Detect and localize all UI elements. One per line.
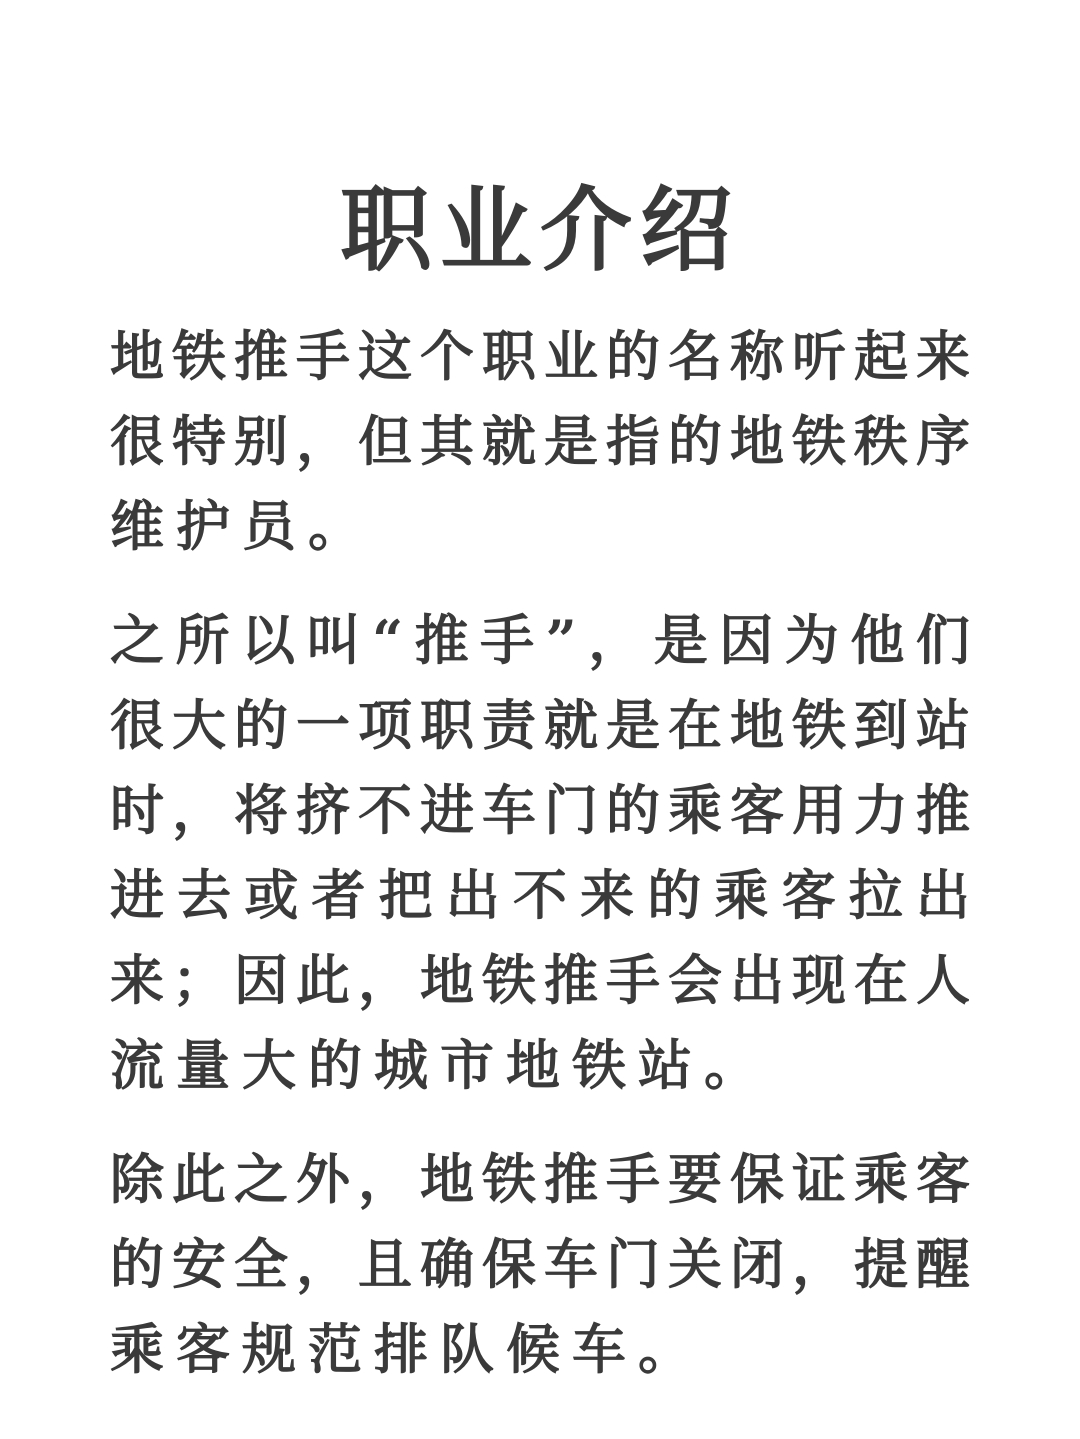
paragraph-3 (110, 1145, 970, 1383)
text-char: 手 (606, 1147, 660, 1211)
text-char: 他 (850, 608, 905, 672)
text-line (110, 322, 970, 390)
text-char: 铁 (172, 324, 226, 388)
text-char: 地 (420, 1147, 474, 1211)
text-char: 到 (854, 693, 908, 757)
text-char: 保 (730, 1147, 784, 1211)
text-char: 保 (482, 1232, 536, 1296)
text-char: 出 (915, 863, 970, 927)
text-char: 醒 (916, 1232, 970, 1296)
text-char: 的 (606, 778, 660, 842)
text-char: 拉 (848, 863, 903, 927)
text-char: 乘 (668, 778, 722, 842)
text-line (110, 946, 970, 1014)
paragraph-1 (110, 322, 970, 560)
text-char: 手 (296, 324, 350, 388)
text-char: 因 (234, 948, 288, 1012)
text-char: 在 (668, 693, 722, 757)
text-char: ， (358, 948, 412, 1012)
text-char: 就 (482, 409, 536, 473)
text-char: 出 (730, 948, 784, 1012)
text-char: 很 (110, 409, 164, 473)
text-char: 推 (414, 608, 469, 672)
text-char: 者 (311, 863, 366, 927)
text-char: 在 (854, 948, 908, 1012)
text-char: 提 (854, 1232, 908, 1296)
text-char: 指 (606, 409, 660, 473)
text-char: 人 (916, 948, 970, 1012)
text-char: 是 (544, 409, 598, 473)
text-char: 特 (172, 409, 226, 473)
text-char: 证 (792, 1147, 846, 1211)
text-char: 车 (482, 778, 536, 842)
text-char: 以 (241, 608, 296, 672)
paragraph-2 (110, 606, 970, 1099)
text-char: 叫 (306, 608, 361, 672)
text-char: 铁 (482, 948, 536, 1012)
text-char: 去 (177, 863, 232, 927)
text-char: 的 (668, 409, 722, 473)
text-char: 们 (915, 608, 970, 672)
text-char: 的 (110, 1232, 164, 1296)
text-char: 序 (916, 409, 970, 473)
text-char: 来 (916, 324, 970, 388)
text-char: ” (545, 608, 577, 672)
text-char: 且 (358, 1232, 412, 1296)
text-char: ， (296, 1232, 350, 1296)
text-char: 除 (110, 1147, 164, 1211)
text-line (110, 691, 970, 759)
text-char: ， (792, 1232, 846, 1296)
text-line (110, 1230, 970, 1298)
text-char: 要 (668, 1147, 722, 1211)
text-char: 现 (792, 948, 846, 1012)
text-char: 挤 (296, 778, 350, 842)
text-char: ， (296, 409, 350, 473)
text-char: 职 (420, 693, 474, 757)
text-char: 铁 (482, 1147, 536, 1211)
text-char: 推 (544, 948, 598, 1012)
text-char: 之 (234, 1147, 288, 1211)
text-char: 是 (653, 608, 708, 672)
text-line: 乘客规范排队候车。 (110, 1317, 704, 1381)
text-char: 称 (730, 324, 784, 388)
text-char: 来 (580, 863, 635, 927)
text-char: 个 (420, 324, 474, 388)
text-char: 秩 (854, 409, 908, 473)
text-char: 起 (854, 324, 908, 388)
text-char: 之 (110, 608, 164, 672)
text-line (110, 1145, 970, 1213)
text-char: 手 (480, 608, 535, 672)
page-title: 职业介绍 (339, 175, 740, 284)
text-char: 地 (730, 693, 784, 757)
text-char: 全 (234, 1232, 288, 1296)
text-char: 所 (175, 608, 230, 672)
text-line (110, 407, 970, 475)
text-char: 用 (792, 778, 846, 842)
text-char: 手 (606, 948, 660, 1012)
text-char: 项 (358, 693, 412, 757)
text-char: 一 (296, 693, 350, 757)
text-char: 出 (445, 863, 500, 927)
text-char: 的 (234, 693, 288, 757)
text-char: 这 (358, 324, 412, 388)
text-char: 关 (668, 1232, 722, 1296)
text-char: 但 (358, 409, 412, 473)
text-char: 客 (730, 778, 784, 842)
text-char: 力 (854, 778, 908, 842)
text-char: 推 (544, 1147, 598, 1211)
text-char: 来 (110, 948, 164, 1012)
text-char: 铁 (792, 409, 846, 473)
text-char: 其 (420, 409, 474, 473)
text-line (110, 776, 970, 844)
text-char: 客 (916, 1147, 970, 1211)
text-char: 安 (172, 1232, 226, 1296)
text-line: 维护员。 (110, 494, 374, 558)
text-char: 不 (358, 778, 412, 842)
text-line: 流量大的城市地铁站。 (110, 1033, 770, 1097)
text-char: ； (172, 948, 226, 1012)
text-char: 进 (420, 778, 474, 842)
text-char: 推 (916, 778, 970, 842)
text-char: 时 (110, 778, 164, 842)
text-char: 很 (110, 693, 164, 757)
text-char: 将 (234, 778, 288, 842)
text-char: 就 (544, 693, 598, 757)
text-char: ， (172, 778, 226, 842)
text-char: “ (372, 608, 404, 672)
text-char: 地 (110, 324, 164, 388)
text-char: 门 (606, 1232, 660, 1296)
text-char: 业 (544, 324, 598, 388)
text-char: 客 (781, 863, 836, 927)
text-char: 不 (512, 863, 567, 927)
text-char: 会 (668, 948, 722, 1012)
text-char: 或 (244, 863, 299, 927)
text-char: 外 (296, 1147, 350, 1211)
text-char: 此 (296, 948, 350, 1012)
text-char: 推 (234, 324, 288, 388)
text-line (110, 606, 970, 674)
text-char: 听 (792, 324, 846, 388)
text-char: 站 (916, 693, 970, 757)
article-body (110, 322, 970, 1429)
text-char: 闭 (730, 1232, 784, 1296)
text-char: 进 (110, 863, 164, 927)
text-char: 别 (234, 409, 288, 473)
text-char: 为 (784, 608, 839, 672)
text-char: 的 (647, 863, 702, 927)
text-char: 此 (172, 1147, 226, 1211)
text-char: ， (358, 1147, 412, 1211)
text-char: 车 (544, 1232, 598, 1296)
text-char: 铁 (792, 693, 846, 757)
text-char: 大 (172, 693, 226, 757)
text-char: ， (588, 608, 643, 672)
text-char: 因 (719, 608, 774, 672)
text-char: 乘 (714, 863, 769, 927)
text-char: 把 (378, 863, 433, 927)
text-char: 乘 (854, 1147, 908, 1211)
text-char: 职 (482, 324, 536, 388)
text-char: 地 (420, 948, 474, 1012)
text-char: 确 (420, 1232, 474, 1296)
text-char: 门 (544, 778, 598, 842)
text-char: 责 (482, 693, 536, 757)
text-char: 是 (606, 693, 660, 757)
text-char: 地 (730, 409, 784, 473)
text-line (110, 861, 970, 929)
text-char: 的 (606, 324, 660, 388)
text-char: 名 (668, 324, 722, 388)
